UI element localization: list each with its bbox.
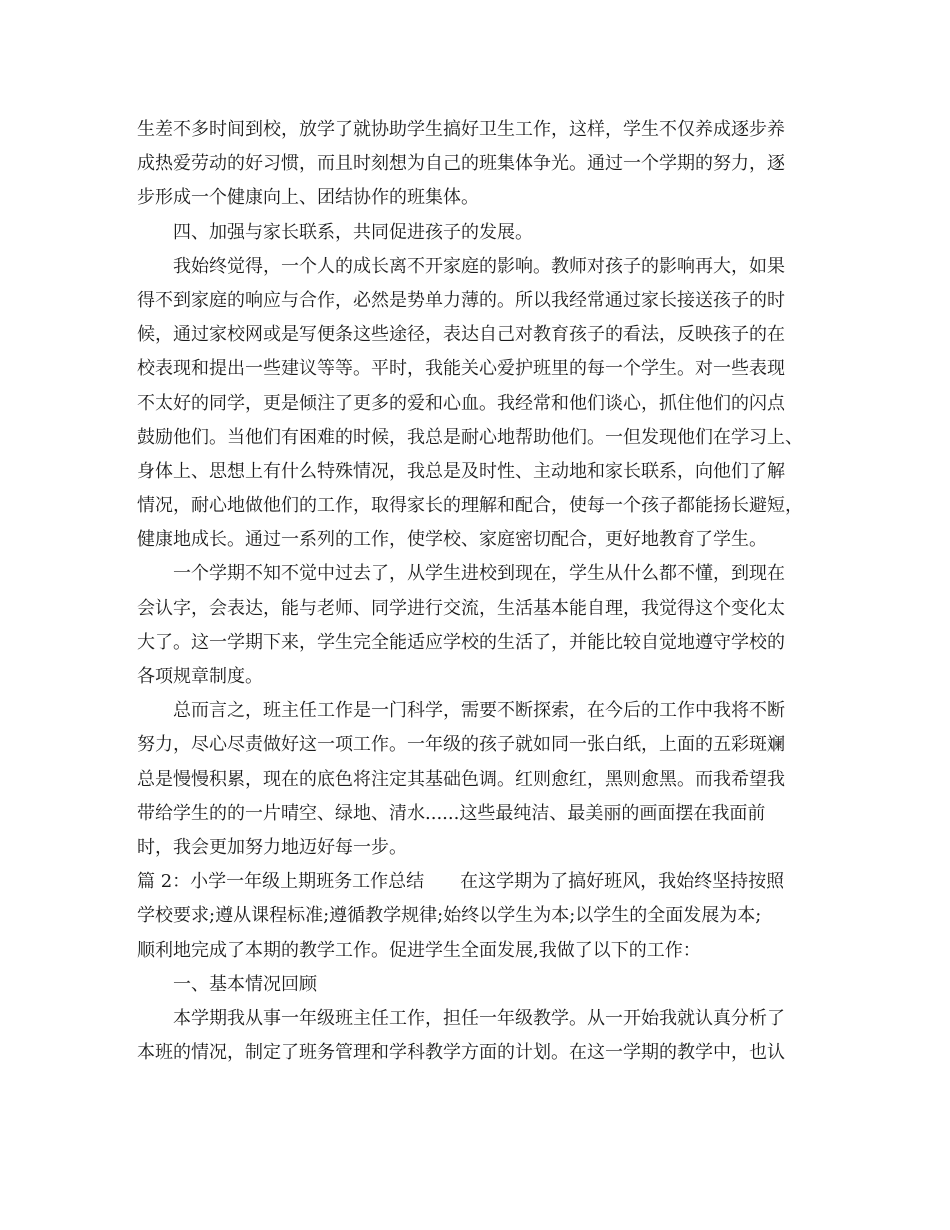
text-line: 一个学期不知不觉中过去了，从学生进校到现在，学生从什么都不懂，到现在	[173, 563, 785, 585]
text-line: 努力，尽心尽责做好这一项工作。一年级的孩子就如同一张白纸，上面的五彩斑斓	[137, 734, 785, 756]
text-line: 不太好的同学，更是倾注了更多的爱和心血。我经常和他们谈心，抓住他们的闪点	[137, 392, 785, 414]
text-line: 候，通过家校网或是写便条这些途径，表达自己对教育孩子的看法，反映孩子的在	[137, 324, 785, 346]
text-line: 身体上、思想上有什么特殊情况，我总是及时性、主动地和家长联系，向他们了解	[137, 460, 785, 482]
text-line: 大了。这一学期下来，学生完全能适应学校的生活了，并能比较自觉地遵守学校的	[137, 631, 785, 653]
text-line: 带给学生的的一片晴空、绿地、清水......这些最纯洁、最美丽的画面摆在我面前	[137, 802, 766, 824]
text-line: 鼓励他们。当他们有困难的时候，我总是耐心地帮助他们。一但发现他们在学习上、	[137, 426, 803, 448]
text-line: 健康地成长。通过一系列的工作，使学校、家庭密切配合，更好地教育了学生。	[137, 529, 767, 551]
text-line: 总是慢慢积累，现在的底色将注定其基础色调。红则愈红，黑则愈黑。而我希望我	[137, 768, 785, 790]
section-heading: 四、加强与家长联系，共同促进孩子的发展。	[173, 221, 533, 243]
text-line: 顺利地完成了本期的教学工作。促进学生全面发展,我做了以下的工作：	[137, 939, 701, 961]
text-line: 会认字，会表达，能与老师、同学进行交流，生活基本能自理，我觉得这个变化太	[137, 597, 785, 619]
text-line: 步形成一个健康向上、团结协作的班集体。	[137, 187, 479, 209]
text-line: 成热爱劳动的好习惯，而且时刻想为自己的班集体争光。通过一个学期的努力，逐	[137, 153, 785, 175]
text-line: 总而言之，班主任工作是一门科学，需要不断探索，在今后的工作中我将不断	[173, 700, 785, 722]
section-heading: 一、基本情况回顾	[173, 973, 317, 995]
text-line: 本学期我从事一年级班主任工作，担任一年级教学。从一开始我就认真分析了	[173, 1007, 785, 1029]
text-line: 学校要求;遵从课程标准;遵循教学规律;始终以学生为本;以学生的全面发展为本;	[137, 905, 762, 927]
document-body	[137, 113, 827, 1070]
text-line: 时，我会更加努力地迈好每一步。	[137, 836, 407, 858]
text-line: 得不到家庭的响应与合作，必然是势单力薄的。所以我经常通过家长接送孩子的时	[137, 289, 785, 311]
text-line: 生差不多时间到校，放学了就协助学生搞好卫生工作，这样，学生不仅养成逐步养	[137, 119, 785, 140]
text-line: 校表现和提出一些建议等等。平时，我能关心爱护班里的每一个学生。对一些表现	[137, 358, 785, 380]
text-line: 本班的情况，制定了班务管理和学科教学方面的计划。在这一学期的教学中，也认	[137, 1042, 785, 1064]
text-line: 各项规章制度。	[137, 666, 263, 687]
text-line: 情况，耐心地做他们的工作，取得家长的理解和配合，使每一个孩子都能扬长避短，	[137, 495, 803, 517]
article-title-line: 篇 2：小学一年级上期班务工作总结 在这学期为了搞好班风，我始终坚持按照	[137, 871, 785, 893]
text-line: 我始终觉得，一个人的成长离不开家庭的影响。教师对孩子的影响再大，如果	[173, 255, 785, 277]
